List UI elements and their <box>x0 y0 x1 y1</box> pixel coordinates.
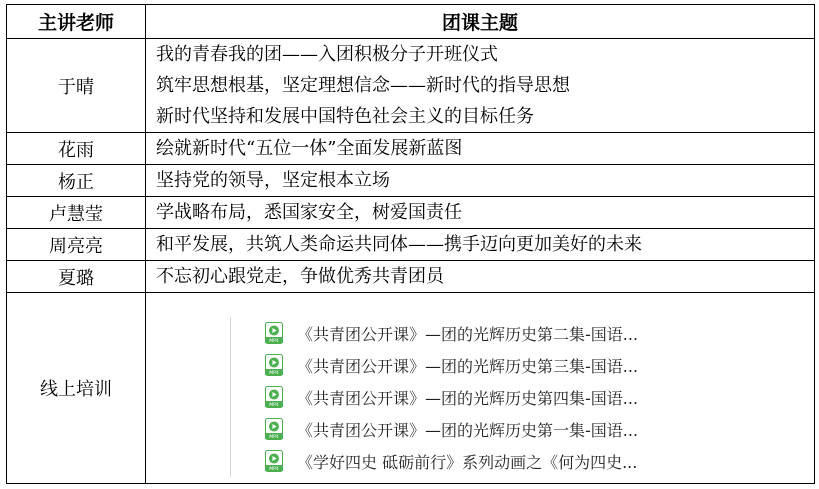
topic-cell <box>146 39 815 133</box>
header-topic: 团课主题 <box>146 5 815 39</box>
topic-line: 学战略布局，悉国家安全，树爱国责任 <box>156 202 462 223</box>
svg-text:MP4: MP4 <box>269 467 279 472</box>
teacher-name: 花雨 <box>7 133 146 165</box>
video-attachment-list <box>230 317 638 477</box>
topic-line: 坚持党的领导，坚定根本立场 <box>156 170 390 191</box>
online-video-cell <box>146 293 815 484</box>
table-row <box>7 165 815 197</box>
topic-line: 我的青春我的团——入团积极分子开班仪式 <box>156 44 498 65</box>
topic-line: 不忘初心跟党走，争做优秀共青团员 <box>156 266 444 287</box>
header-row <box>7 5 815 39</box>
topic-line: 绘就新时代“五位一体”全面发展新蓝图 <box>156 138 463 159</box>
video-title[interactable]: 《共青团公开课》—团的光辉历史第三集-国语... <box>297 356 639 376</box>
topic-cell <box>146 165 815 197</box>
teacher-name: 杨正 <box>7 165 146 197</box>
teacher-name: 夏璐 <box>7 261 146 293</box>
topic-cell <box>146 229 815 261</box>
course-table <box>6 4 815 484</box>
online-training-row <box>7 293 815 484</box>
topic-line: 筑牢思想根基，坚定理想信念——新时代的指导思想 <box>156 75 570 96</box>
video-attachment[interactable] <box>265 413 638 445</box>
table-row <box>7 261 815 293</box>
svg-text:MP4: MP4 <box>269 403 279 408</box>
teacher-name: 卢慧莹 <box>7 197 146 229</box>
topic-cell <box>146 133 815 165</box>
video-title[interactable]: 《共青团公开课》—团的光辉历史第二集-国语... <box>297 324 639 344</box>
video-file-icon <box>265 354 283 376</box>
video-file-icon <box>265 386 283 408</box>
topic-line: 和平发展，共筑人类命运共同体——携手迈向更加美好的未来 <box>156 234 642 255</box>
video-title[interactable]: 《共青团公开课》—团的光辉历史第一集-国语... <box>297 420 639 440</box>
video-file-icon <box>265 418 283 440</box>
video-attachment[interactable] <box>265 445 638 477</box>
video-attachment[interactable] <box>265 381 638 413</box>
svg-text:MP4: MP4 <box>269 435 279 440</box>
table-row <box>7 133 815 165</box>
topic-cell <box>146 261 815 293</box>
teacher-name: 周亮亮 <box>7 229 146 261</box>
video-title[interactable]: 《共青团公开课》—团的光辉历史第四集-国语... <box>297 388 639 408</box>
course-schedule-sheet <box>6 4 814 484</box>
video-attachment[interactable] <box>265 317 638 349</box>
video-title[interactable]: 《学好四史 砥砺前行》系列动画之《何为四史... <box>297 452 638 472</box>
video-file-icon <box>265 322 283 344</box>
video-attachment[interactable] <box>265 349 638 381</box>
topic-cell <box>146 197 815 229</box>
teacher-name: 于晴 <box>7 39 146 133</box>
table-row <box>7 197 815 229</box>
svg-text:MP4: MP4 <box>269 339 279 344</box>
table-row <box>7 229 815 261</box>
header-teacher: 主讲老师 <box>7 5 146 39</box>
online-training-label: 线上培训 <box>7 293 146 484</box>
table-row <box>7 39 815 133</box>
topic-line: 新时代坚持和发展中国特色社会主义的目标任务 <box>156 106 534 127</box>
video-file-icon <box>265 450 283 472</box>
svg-text:MP4: MP4 <box>269 371 279 376</box>
